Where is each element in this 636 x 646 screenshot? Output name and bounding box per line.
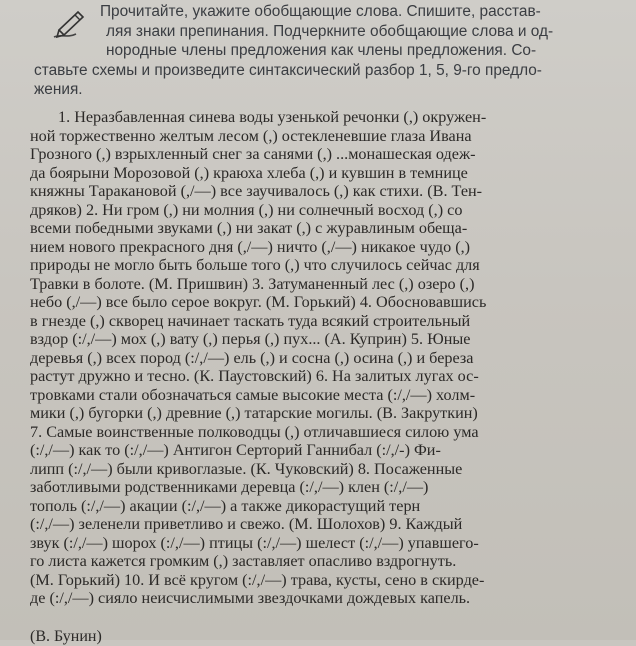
text-line: да боярыни Морозовой (,) краюха хлеба (,) и кувшин в темнице [30,163,468,182]
text-line: всеми победными звуками (,) ни закат (,) с журавлиным обеща- [30,219,468,237]
text-line: звук (:/,/—) шорох (:/,/—) птицы (:/,/—) шелест (:/,/—) упавшего- [30,533,479,552]
task-instructions [34,2,625,100]
text-line: (:/,/—) зеленели приветливо и свежо. (М. Шолохов) 9. Каждый [30,515,463,533]
task-line: ляя знаки препинания. Подчеркните обобщающие слова и од- [106,22,554,40]
task-line: жения. [34,81,83,99]
text-line: княжны Таракановой (,/—) все заучивалось (,) как стихи. (В. Тен- [30,182,483,200]
text-line: (:/,/—) как то (:/,/—) Антигон Серторий Ганнибал (:/,/-) Фи- [30,441,441,459]
text-line: липп (:/,/—) были кривоглазые. (К. Чуковский) 8. Посаженные [30,459,463,478]
text-line: тополь (:/,/—) акации (:/,/—) а также дикорастущий терн [30,496,421,515]
text-line: Грозного (,) взрыхленный снег за санями (,) ...монашеская одеж- [30,145,476,163]
exercise-text [30,108,630,608]
text-line: (М. Горький) 10. И всё кругом (:/,/—) трава, кусты, сено в скирде- [30,570,485,589]
text-line: деревья (,) всех пород (:/,/—) ель (,) и сосна (,) осина (,) и береза [30,348,474,367]
text-line: в гнезде (,) скворец начинает таскать туда всякий строительный [30,311,471,330]
text-line: 7. Самые воинственные полководцы (,) отличавшиеся силою ума [30,422,479,441]
text-line: де (:/,/—) сияло неисчислимыми звездочками дождевых капель. [30,589,471,607]
text-line: дряков) 2. Ни гром (,) ни молния (,) ни солнечный восход (,) со [30,200,463,219]
text-line: 1. Неразбавленная синева воды узенькой речонки (,) окружен- [58,108,487,126]
cut-off-line: (В. Бунин) [30,628,102,645]
text-line: го листа кажется громким (,) заставляет опасливо вздрогнуть. [30,552,457,570]
text-line: заботливыми родственниками деревца (:/,/—) клен (:/,/—) [30,478,429,496]
task-line: Прочитайте, укажите обобщающие слова. Спишите, расстав- [100,3,541,20]
text-line: ной торжественно желтым лесом (,) остекленевшие глаза Ивана [30,126,472,145]
text-line: мики (,) бугорки (,) древние (,) татарские могилы. (В. Закруткин) [30,404,478,422]
text-line: Травки в болоте. (М. Пришвин) 3. Затуманенный лес (,) озеро (,) [30,274,475,293]
task-line: ставьте схемы и произведите синтаксический разбор 1, 5, 9-го предло- [34,61,542,79]
text-line: небо (,/—) все было серое вокруг. (М. Горький) 4. Обосновавшись [30,293,487,311]
text-line: нием нового прекрасного дня (,/—) ничто (,/—) никакое чудо (,) [30,237,471,256]
pen-write-icon [50,4,90,44]
text-line: тровками стали обозначаться самые высокие места (:/,/—) холм- [30,385,476,404]
text-line: природы не могло быть больше того (,) что случилось сейчас для [30,256,480,274]
text-line: растут дружно и тесно. (К. Паустовский) 6. На залитых лугах ос- [30,367,479,385]
task-line: нородные члены предложения как члены предложения. Со- [106,42,537,60]
text-line: вздор (:/,/—) мох (,) вату (,) перья (,) пух... (А. Куприн) 5. Юные [30,330,471,348]
